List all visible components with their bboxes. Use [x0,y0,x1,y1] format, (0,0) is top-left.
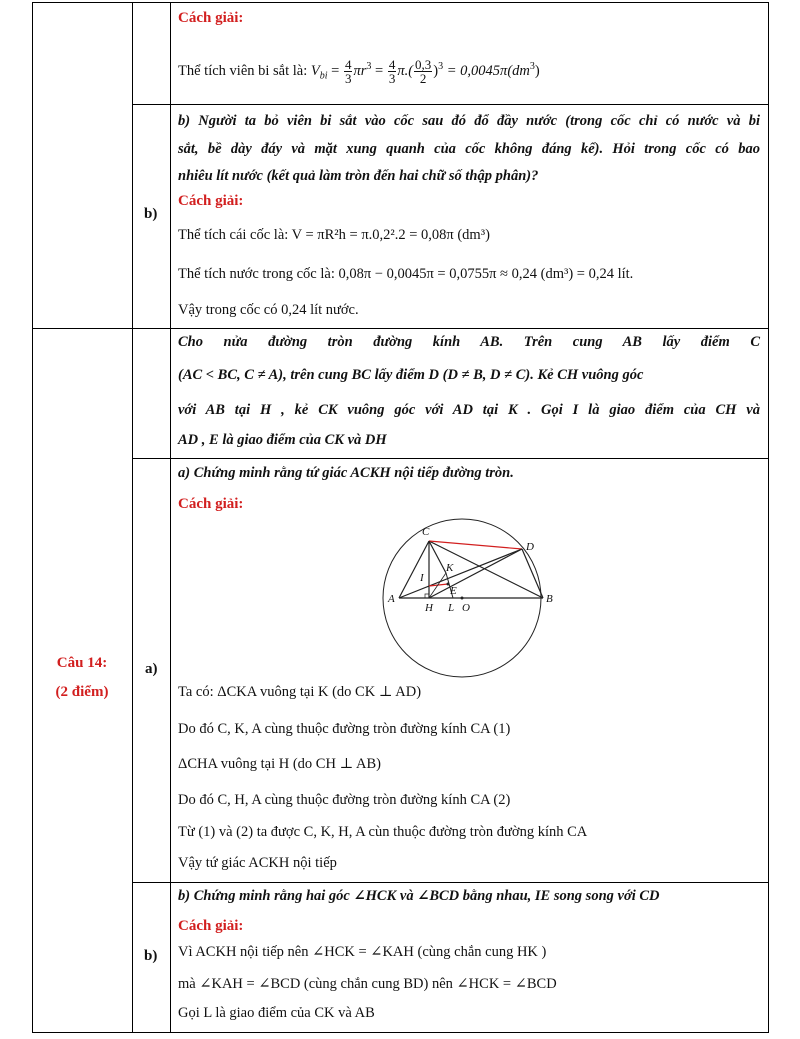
row-divider-4 [132,882,769,883]
formula-exp: 3 [366,61,372,72]
proof-line: mà ∠KAH = ∠BCD (cùng chắn cung BD) nên ∠HCK = ∠BCD [178,976,557,992]
frac-den: 2 [419,71,427,86]
segment-AC [399,541,429,598]
label-I: I [420,572,424,584]
ball-volume-formula [178,52,540,92]
frac-num: 4 [388,57,396,72]
solution-line: Thể tích nước trong cốc là: 0,08π − 0,0045π = 0,0755π ≈ 0,24 (dm³) = 0,24 lít. [178,266,634,282]
frac-den: 3 [344,71,352,86]
table-col-divider-2 [170,2,171,1033]
table-left-border [32,2,33,1033]
label-C: C [422,526,430,538]
label-A: A [388,593,395,605]
row-water-volume [178,113,768,325]
question-line: b) Người ta bỏ viên bi sắt vào cốc sau đó đổ đầy nước (trong cốc chỉ có nước và bi [178,113,760,129]
formula-exp: 3 [438,61,444,72]
label-H: H [425,602,433,614]
fraction [388,58,397,85]
segment-HD [429,549,522,598]
solution-label: Cách giải: [178,193,244,209]
formula-text: π.( [397,62,414,79]
row-divider-3 [132,458,769,459]
statement-line: (AC < BC, C ≠ A), trên cung BC lấy điểm D (D ≠ B, D ≠ C). Kẻ CH vuông góc [178,367,644,383]
solution-line: Thể tích cái cốc là: V = πR²h = π.0,2².2 = 0,08π (dm³) [178,227,490,243]
proof-line: Ta có: ΔCKA vuông tại K (do CK ⊥ AD) [178,684,422,700]
row-divider-2 [32,328,769,329]
formula-text: = [327,62,343,79]
solution-label: Cách giải: [178,918,244,934]
fraction [344,58,353,85]
table-bottom-border [32,1032,769,1033]
row-ball-volume [178,10,768,100]
solution-line: Vậy trong cốc có 0,24 lít nước. [178,302,359,318]
label-L: L [448,602,455,614]
table-right-border [768,2,769,1033]
formula-text: V [310,62,320,79]
proof-line: Vì ACKH nội tiếp nên ∠HCK = ∠KAH (cùng chắn cung HK ) [178,944,547,960]
part-b-question: b) Chứng minh rằng hai góc ∠HCK và ∠BCD bằng nhau, IE song song với CD [178,888,660,904]
statement-line: với AB tại H , kẻ CK vuông góc với AD tại K . Gọi I là giao điểm của CH và [178,402,760,418]
formula-text: ) [534,62,540,79]
question-number: Câu 14: [56,655,108,671]
label-O: O [462,602,470,614]
proof-line: Do đó C, H, A cùng thuộc đường tròn đường kính CA (2) [178,792,511,808]
table-col-divider-1 [132,2,133,1033]
label-E: E [450,585,457,597]
proof-line: Gọi L là giao điểm của CK và AB [178,1005,375,1021]
solution-label: Cách giải: [178,496,244,512]
question-line: nhiêu lít nước (kết quả làm tròn đến hai chữ số thập phân)? [178,168,539,184]
formula-sub: bi [319,70,328,82]
proof-line: Vậy tứ giác ACKH nội tiếp [178,855,337,871]
statement-line: Cho nửa đường tròn đường kính AB. Trên cung AB lấy điểm C [178,334,760,350]
formula-text: ) [433,62,439,79]
formula-text: Thể tích viên bi sắt là: [178,62,311,79]
part-a-label: a) [145,661,158,677]
segment-DB [522,549,543,598]
row-problem-statement [178,334,768,454]
table-top-border [32,2,769,3]
part-a-question: a) Chứng minh rằng tứ giác ACKH nội tiếp đường tròn. [178,465,514,481]
frac-num: 4 [344,57,352,72]
formula-text: = [371,62,387,79]
row-divider-1 [132,104,769,105]
point-O [461,597,464,600]
statement-line: AD , E là giao điểm của CK và DH [178,432,387,448]
part-b2-label: b) [144,948,158,964]
row-part-b [178,888,768,1028]
formula-exp: 3 [529,61,535,72]
formula-text: = 0,0045π(dm [443,62,530,79]
question-line: sắt, bề dày đáy và mặt xung quanh của cốc không đáng kể). Hỏi trong cốc có bao [178,141,760,157]
proof-line: Do đó C, K, A cùng thuộc đường tròn đường kính CA (1) [178,721,511,737]
formula-text: πr [353,62,367,79]
geometry-figure [380,518,570,686]
part-b-label: b) [144,206,158,222]
frac-num: 0,3 [415,57,432,72]
label-D: D [526,541,534,553]
fraction [414,58,432,85]
label-K: K [446,562,454,574]
question-points: (2 điểm) [55,684,109,700]
proof-line: Từ (1) và (2) ta được C, K, H, A cùn thuộc đường tròn đường kính CA [178,824,588,840]
solution-label: Cách giải: [178,10,244,26]
proof-line: ΔCHA vuông tại H (do CH ⊥ AB) [178,756,382,772]
frac-den: 3 [388,71,396,86]
label-B: B [546,593,553,605]
